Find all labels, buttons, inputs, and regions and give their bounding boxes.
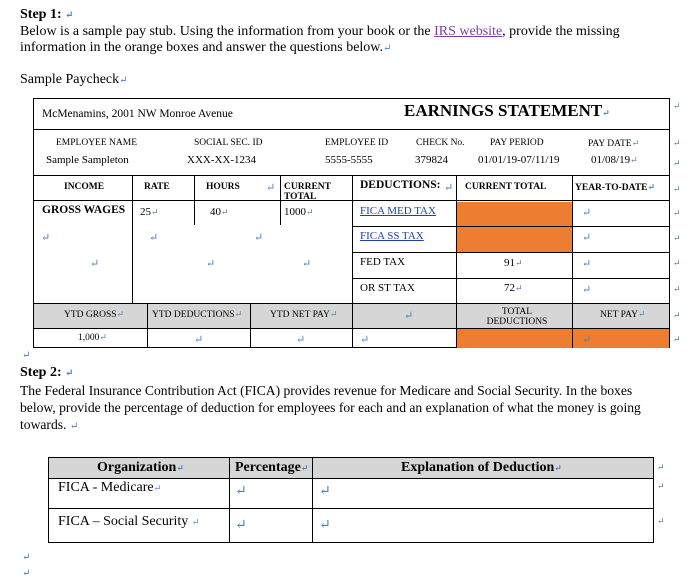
return-mark-icon: ↵ <box>582 284 592 296</box>
return-mark-icon: ↵ <box>22 552 31 563</box>
hours-header: HOURS <box>206 182 240 192</box>
current-total-header: CURRENT TOTAL <box>284 182 331 202</box>
net-pay-header: NET PAY↵ <box>600 309 646 320</box>
return-mark-icon: ↵ <box>153 483 162 493</box>
pay-date-header: PAY DATE↵ <box>588 138 640 149</box>
divider <box>132 175 133 304</box>
return-mark-icon: ↵ <box>444 182 454 194</box>
step2-title: Step 2: ↵ <box>20 365 74 380</box>
return-mark-icon: ↵ <box>300 463 309 473</box>
percentage-header: Percentage↵ <box>235 460 309 475</box>
return-mark-icon: ↵ <box>582 207 592 219</box>
divider <box>34 129 669 130</box>
return-mark-icon: ↵ <box>631 138 640 148</box>
return-mark-icon: ↵ <box>206 258 216 270</box>
deduction-name-or-st-tax: OR ST TAX <box>360 282 415 294</box>
step1-line2: information in the orange boxes and answer the questions below.↵ <box>20 40 392 55</box>
divider <box>456 175 457 348</box>
return-mark-icon: ↵ <box>637 309 646 319</box>
return-mark-icon: ↵ <box>266 182 276 194</box>
divider <box>229 458 230 542</box>
divider <box>312 458 313 542</box>
return-mark-icon: ↵ <box>306 207 314 217</box>
pay-period-header: PAY PERIOD <box>490 138 544 148</box>
row-end-mark-icon: ↵ <box>657 516 665 526</box>
return-mark-icon: ↵ <box>515 283 523 293</box>
return-mark-icon: ↵ <box>383 43 392 54</box>
return-mark-icon: ↵ <box>329 309 338 319</box>
totals-orange-box[interactable] <box>456 328 669 348</box>
divider <box>572 175 573 348</box>
company-name: McMenamins, 2001 NW Monroe Avenue <box>42 108 233 120</box>
step2-line3: towards. ↵ <box>20 417 79 432</box>
deductions-current-total-header: CURRENT TOTAL <box>465 182 547 192</box>
ytd-deductions-header: YTD DEDUCTIONS↵ <box>152 309 243 320</box>
divider <box>352 252 669 253</box>
organization-header: Organization↵ <box>97 460 184 475</box>
social-security-percentage-cell[interactable]: ↵ <box>235 518 247 533</box>
row-end-mark-icon: ↵ <box>673 158 681 168</box>
deductions-header: DEDUCTIONS: <box>360 179 441 191</box>
ytd-gross-header: YTD GROSS↵ <box>64 309 125 320</box>
row-end-mark-icon: ↵ <box>673 138 681 148</box>
row-end-mark-icon: ↵ <box>673 310 681 320</box>
return-mark-icon: ↵ <box>65 10 74 21</box>
pay-date-value: 01/08/19↵ <box>591 154 638 166</box>
rate-header: RATE <box>144 182 170 192</box>
return-mark-icon: ↵ <box>296 334 306 346</box>
return-mark-icon: ↵ <box>191 517 200 527</box>
divider <box>280 175 281 225</box>
employee-id-value: 5555-5555 <box>325 154 373 166</box>
employee-name-value: Sample Sampleton <box>46 154 129 166</box>
return-mark-icon: ↵ <box>90 258 100 270</box>
return-mark-icon: ↵ <box>99 332 107 342</box>
return-mark-icon: ↵ <box>647 182 656 192</box>
pay-stub <box>33 98 670 348</box>
deduction-name-fed-tax: FED TAX <box>360 256 406 268</box>
row-end-mark-icon: ↵ <box>673 258 681 268</box>
row-end-mark-icon: ↵ <box>673 184 681 194</box>
earnings-statement-title: EARNINGS STATEMENT↵ <box>404 101 610 120</box>
divider <box>49 478 653 479</box>
fica-current-orange-box[interactable] <box>456 202 573 252</box>
gross-hours-value: 40↵ <box>210 206 229 218</box>
return-mark-icon: ↵ <box>194 334 204 346</box>
return-mark-icon: ↵ <box>41 232 51 244</box>
return-mark-icon: ↵ <box>302 258 312 270</box>
return-mark-icon: ↵ <box>234 309 243 319</box>
return-mark-icon: ↵ <box>119 75 128 86</box>
ytd-gross-value: 1,000↵ <box>78 332 107 343</box>
return-mark-icon: ↵ <box>22 350 31 361</box>
ssn-value: XXX-XX-1234 <box>187 154 257 166</box>
return-mark-icon: ↵ <box>515 258 523 268</box>
return-mark-icon: ↵ <box>149 232 159 244</box>
step1-text-after: , provide the missing <box>502 24 620 39</box>
row-end-mark-icon: ↵ <box>673 208 681 218</box>
step1-title: Step 1: ↵ <box>20 7 74 22</box>
return-mark-icon: ↵ <box>69 421 79 432</box>
step1-instructions <box>20 24 690 40</box>
gross-total-value: 1000↵ <box>284 206 314 218</box>
fed-tax-current-value: 91↵ <box>504 257 523 269</box>
step2-line2: below, provide the percentage of deduction for employees for each and an explanation of what the money is going <box>20 400 641 415</box>
step2-line1: The Federal Insurance Contribution Act (FICA) provides revenue for Medicare and Social Security. In the boxes <box>20 383 633 398</box>
employee-name-header: EMPLOYEE NAME <box>56 138 138 148</box>
row-end-mark-icon: ↵ <box>673 233 681 243</box>
return-mark-icon: ↵ <box>116 309 125 319</box>
explanation-header: Explanation of Deduction↵ <box>401 460 562 475</box>
return-mark-icon: ↵ <box>151 207 159 217</box>
check-no-value: 379824 <box>415 154 448 166</box>
return-mark-icon: ↵ <box>360 334 370 346</box>
return-mark-icon: ↵ <box>254 232 264 244</box>
medicare-explanation-cell[interactable]: ↵ <box>319 484 331 499</box>
ytd-net-pay-header: YTD NET PAY↵ <box>270 309 338 320</box>
row-end-mark-icon: ↵ <box>673 101 681 111</box>
ssn-header: SOCIAL SEC. ID <box>194 138 263 148</box>
row-end-mark-icon: ↵ <box>657 462 665 472</box>
divider <box>352 175 353 348</box>
deduction-name-fica-ss[interactable]: FICA SS TAX <box>360 230 424 242</box>
row-end-mark-icon: ↵ <box>673 334 681 344</box>
return-mark-icon: ↵ <box>582 232 592 244</box>
return-mark-icon: ↵ <box>582 334 592 346</box>
return-mark-icon: ↵ <box>65 368 74 379</box>
return-mark-icon: ↵ <box>176 463 184 473</box>
or-st-tax-current-value: 72↵ <box>504 282 523 294</box>
divider <box>352 278 669 279</box>
divider <box>194 175 195 225</box>
medicare-percentage-cell[interactable]: ↵ <box>235 484 247 499</box>
return-mark-icon: ↵ <box>404 310 414 322</box>
income-header: INCOME <box>64 182 105 192</box>
total-deductions-header: TOTAL DEDUCTIONS <box>486 307 548 327</box>
return-mark-icon: ↵ <box>630 155 638 165</box>
return-mark-icon: ↵ <box>602 108 610 118</box>
return-mark-icon: ↵ <box>554 463 562 473</box>
pay-period-value: 01/01/19-07/11/19 <box>478 154 560 166</box>
row-end-mark-icon: ↵ <box>657 481 665 491</box>
deduction-name-fica-med[interactable]: FICA MED TAX <box>360 205 436 217</box>
sample-paycheck-label: Sample Paycheck↵ <box>20 72 128 87</box>
divider <box>147 303 148 348</box>
gross-rate-value: 25↵ <box>140 206 159 218</box>
fica-table <box>48 457 654 543</box>
divider <box>250 303 251 348</box>
return-mark-icon: ↵ <box>582 258 592 270</box>
gross-wages-label: GROSS WAGES <box>42 204 126 216</box>
return-mark-icon: ↵ <box>221 207 229 217</box>
table-row-social-security-org: FICA – Social Security ↵ <box>58 514 200 529</box>
check-no-header: CHECK No. <box>416 138 465 148</box>
row-end-mark-icon: ↵ <box>673 284 681 294</box>
year-to-date-header: YEAR-TO-DATE↵ <box>575 182 656 193</box>
irs-website-link[interactable]: IRS website <box>434 24 503 39</box>
return-mark-icon: ↵ <box>22 568 31 579</box>
table-row-medicare-org: FICA - Medicare↵ <box>58 480 162 495</box>
employee-id-header: EMPLOYEE ID <box>325 138 389 148</box>
divider <box>49 508 653 509</box>
step1-text: Below is a sample pay stub. Using the information from your book or the <box>20 24 431 39</box>
divider <box>352 226 669 227</box>
social-security-explanation-cell[interactable]: ↵ <box>319 518 331 533</box>
